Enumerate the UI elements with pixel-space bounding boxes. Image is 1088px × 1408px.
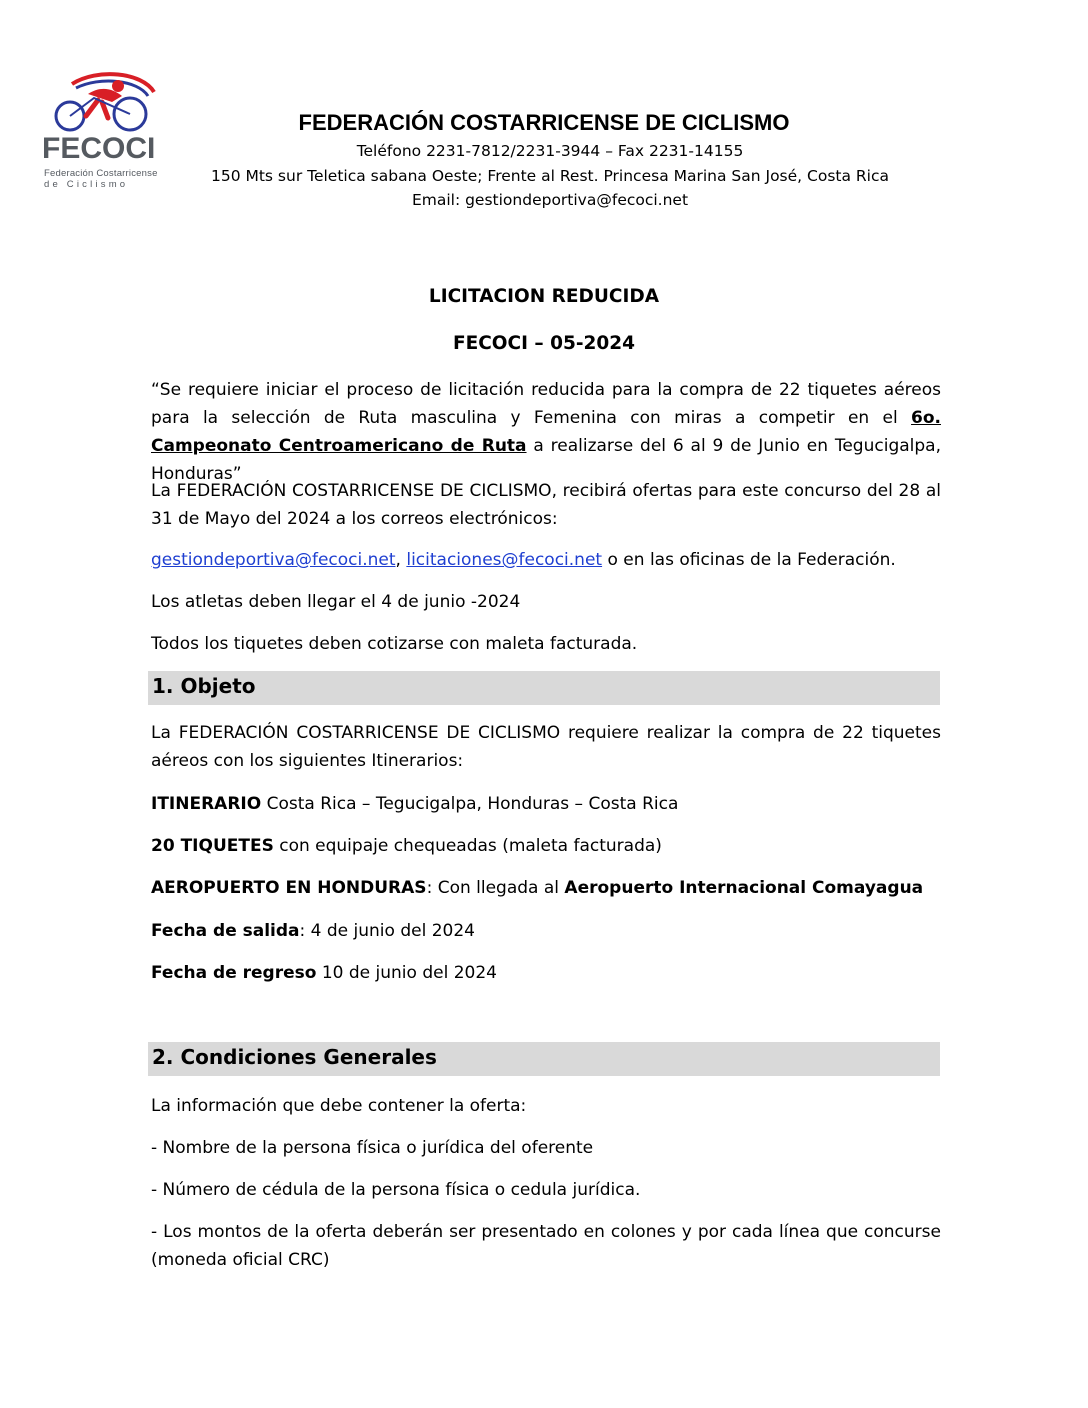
- logo-subtitle-2: de Ciclismo: [44, 179, 129, 190]
- condition-item: - Nombre de la persona física o jurídica del oferente: [151, 1138, 594, 1158]
- header-phone: Teléfono 2231-7812/2231-3944 – Fax 2231-14155: [356, 142, 744, 160]
- condition-item: - Los montos de la oferta deberán ser presentado en colones y por cada línea que concurse (moneda oficial CRC): [151, 1222, 941, 1270]
- federation-title: [0, 110, 1088, 136]
- doc-number: FECOCI – 05-2024: [452, 333, 636, 354]
- return-line: [151, 959, 941, 987]
- section-objeto-heading: [148, 671, 940, 705]
- emails-line: [151, 546, 941, 574]
- tickets-line: [151, 832, 941, 860]
- header-email: Email: gestiondeportiva@fecoci.net: [411, 191, 689, 209]
- departure-line: [151, 917, 941, 945]
- logo-subtitle: Federación Costarricense: [44, 168, 158, 179]
- section-condiciones-title: 2. Condiciones Generales: [152, 1045, 437, 1069]
- offers-paragraph: La FEDERACIÓN COSTARRICENSE DE CICLISMO, recibirá ofertas para este concurso del 28 al 31 de Mayo del 2024 a los correos electrónicos:: [151, 481, 941, 529]
- email-link-gestion[interactable]: gestiondeportiva@fecoci.net: [151, 550, 396, 570]
- championship-name: 6o. Campeonato Centroamericano de Ruta: [151, 408, 941, 456]
- airport-line: [151, 874, 941, 902]
- objeto-paragraph: La FEDERACIÓN COSTARRICENSE DE CICLISMO requiere realizar la compra de 22 tiquetes aéreos con los siguientes Itinerarios:: [151, 723, 941, 771]
- conditions-intro: La información que debe contener la oferta:: [151, 1096, 527, 1116]
- email-link-licitaciones[interactable]: licitaciones@fecoci.net: [406, 550, 603, 570]
- return-value: 10 de junio del 2024: [316, 963, 497, 983]
- condition-item: - Número de cédula de la persona física o cedula jurídica.: [151, 1180, 641, 1200]
- intro-paragraph: [151, 376, 941, 488]
- airport-label: AEROPUERTO EN HONDURAS: [151, 878, 427, 898]
- logo-wordmark: FECOCI: [42, 132, 156, 165]
- section-condiciones-heading: [148, 1042, 940, 1076]
- airport-value: Aeropuerto Internacional Comayagua: [564, 878, 924, 898]
- emails-tail: o en las oficinas de la Federación.: [602, 550, 896, 570]
- section-objeto-title: 1. Objeto: [152, 674, 256, 698]
- federation-title-text: FEDERACIÓN COSTARRICENSE DE CICLISMO: [298, 110, 790, 135]
- return-label: Fecha de regreso: [151, 963, 317, 983]
- intro-text-b: a realizarse del 6 al 9 de Junio en Tegucigalpa, Honduras”: [151, 436, 941, 484]
- itinerary-label: ITINERARIO: [151, 794, 262, 814]
- itinerary-line: [151, 790, 941, 818]
- airport-mid: : Con llegada al: [426, 878, 565, 898]
- tickets-value: con equipaje chequeadas (maleta facturada): [273, 836, 662, 856]
- itinerary-value: Costa Rica – Tegucigalpa, Honduras – Costa Rica: [261, 794, 679, 814]
- doc-type: LICITACION REDUCIDA: [428, 286, 660, 307]
- header-address: 150 Mts sur Teletica sabana Oeste; Frente al Rest. Princesa Marina San José, Costa Rica: [210, 167, 890, 185]
- luggage-note: Todos los tiquetes deben cotizarse con maleta facturada.: [151, 634, 638, 654]
- departure-value: : 4 de junio del 2024: [299, 921, 475, 941]
- intro-text-a: “Se requiere iniciar el proceso de licitación reducida para la compra de 22 tiquetes aéreos para la selección de Ruta masculina y Femenina con miras a competir en el: [151, 380, 941, 428]
- arrival-note: Los atletas deben llegar el 4 de junio -2024: [151, 592, 521, 612]
- tickets-label: 20 TIQUETES: [151, 836, 274, 856]
- email-separator: ,: [395, 550, 407, 570]
- departure-label: Fecha de salida: [151, 921, 300, 941]
